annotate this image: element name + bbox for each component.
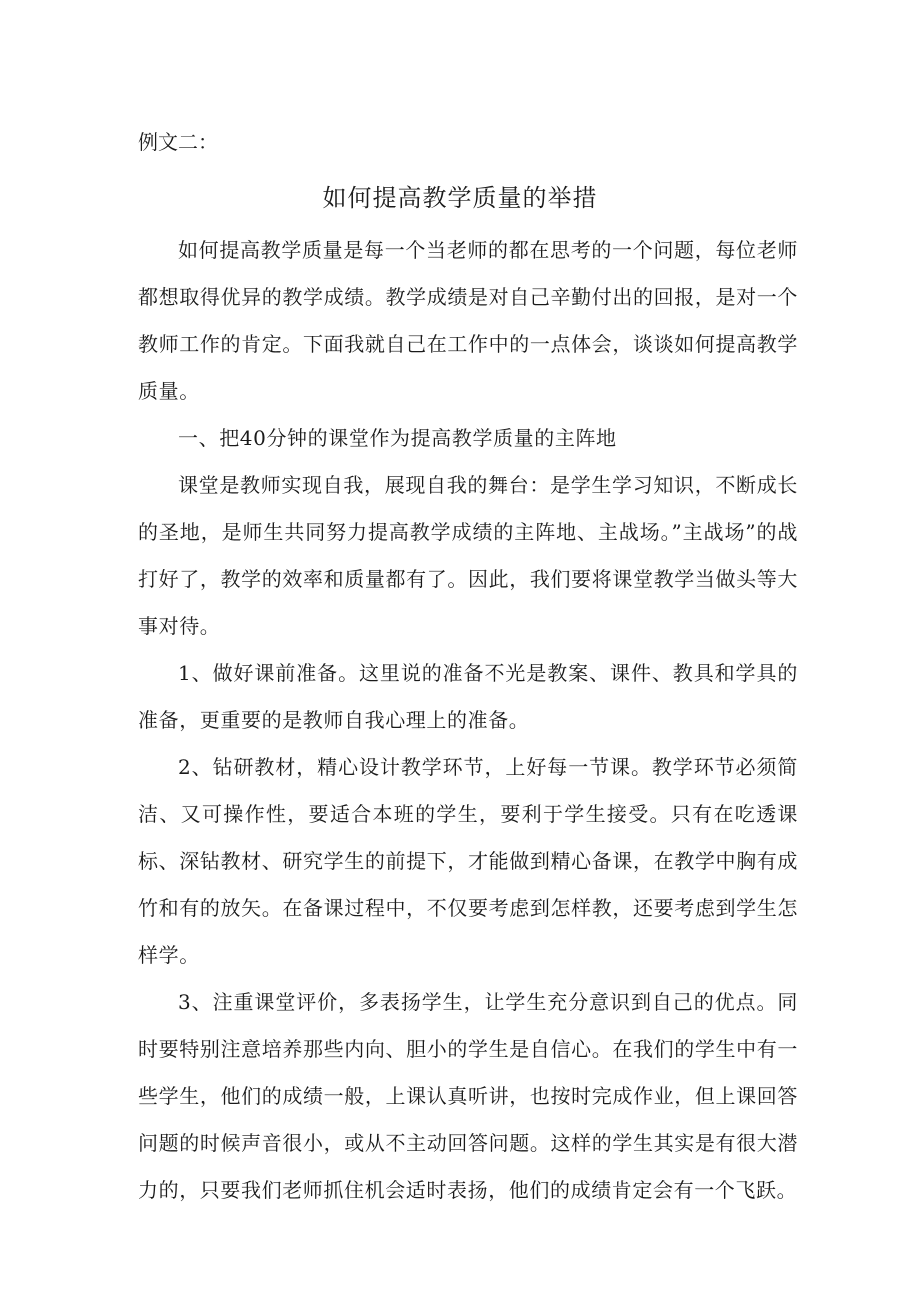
paragraph-classroom: 课堂是教师实现自我，展现自我的舞台：是学生学习知识，不断成长的圣地，是师生共同努力提高教学成绩的主阵地、主战场。”主战场”的战打好了，教学的效率和质量都有了。因此，我们要将课堂教学当做头等大事对待。 (138, 473, 798, 638)
paragraph-point-2: 2、钻研教材，精心设计教学环节，上好每一节课。教学环节必须简洁、又可操作性，要适合本班的学生，要利于学生接受。只有在吃透课标、深钻教材、研究学生的前提下，才能做到精心备课，在教学中胸有成竹和有的放矢。在备课过程中，不仅要考虑到怎样教，还要考虑到学生怎样学。 (138, 755, 798, 967)
paragraph-point-1: 1、做好课前准备。这里说的准备不光是教案、课件、教具和学具的准备，更重要的是教师自我心理上的准备。 (138, 661, 798, 732)
paragraph-point-3: 3、注重课堂评价，多表扬学生，让学生充分意识到自己的优点。同时要特别注意培养那些内向、胆小的学生是自信心。在我们的学生中有一些学生，他们的成绩一般，上课认真听讲，也按时完成作业，但上课回答问题的时候声音很小，或从不主动回答问题。这样的学生其实是有很大潜力的，只要我们老师抓住机会适时表扬，他们的成绩肯定会有一个飞跃。 (138, 990, 798, 1202)
example-label: 例文二： (138, 130, 218, 154)
document-body (138, 227, 798, 1214)
page-title: 如何提高教学质量的举措 (322, 184, 598, 212)
paragraph-intro: 如何提高教学质量是每一个当老师的都在思考的一个问题，每位老师都想取得优异的教学成绩。教学成绩是对自己辛勤付出的回报，是对一个教师工作的肯定。下面我就自己在工作中的一点体会，谈谈如何提高教学质量。 (138, 238, 798, 403)
section-heading-1: 一、把40分钟的课堂作为提高教学质量的主阵地 (178, 426, 617, 450)
